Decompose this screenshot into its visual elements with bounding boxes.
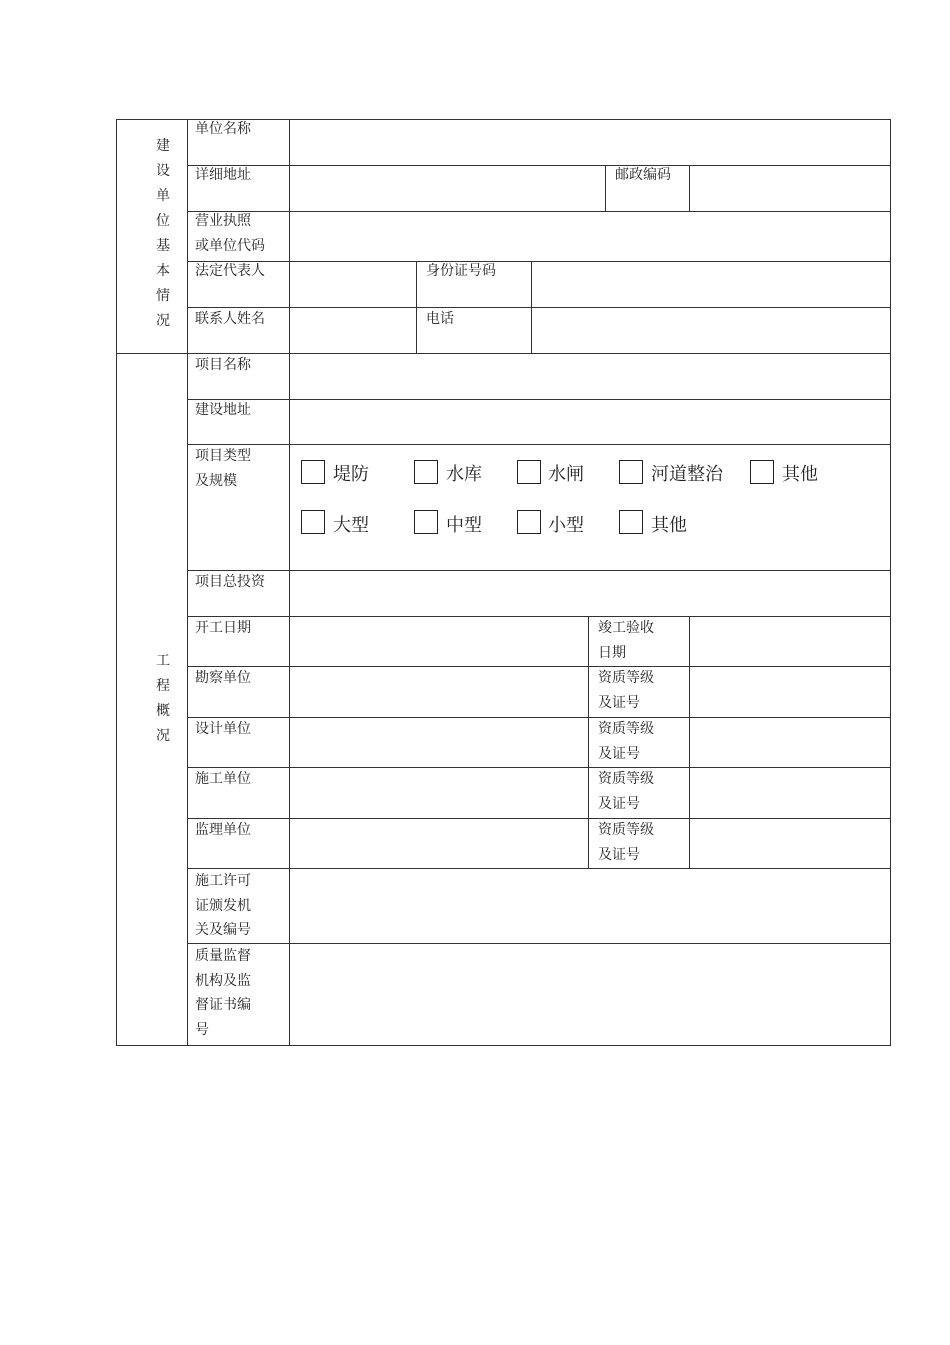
divider (187, 717, 890, 718)
project-name-label: 项目名称 (195, 357, 251, 373)
postal-code-label: 邮政编码 (615, 167, 671, 183)
design-qualification-label: 资质等级 及证号 (598, 721, 654, 762)
supervision-unit-label: 监理单位 (195, 822, 251, 838)
address-label: 详细地址 (195, 167, 251, 183)
permit-label: 施工许可 证颁发机 关及编号 (195, 873, 251, 938)
divider (531, 261, 532, 353)
type-sluice-checkbox[interactable] (517, 460, 541, 484)
survey-unit-label: 勘察单位 (195, 670, 251, 686)
build-address-label: 建设地址 (195, 402, 251, 418)
scale-small-label: 小型 (548, 515, 584, 536)
unit-name-label: 单位名称 (195, 121, 251, 137)
scale-medium-label: 中型 (446, 515, 482, 536)
type-dike-checkbox[interactable] (301, 460, 325, 484)
type-sluice-label: 水闸 (548, 464, 584, 485)
completion-date-label: 竣工验收 日期 (598, 620, 654, 661)
type-reservoir-checkbox[interactable] (414, 460, 438, 484)
type-river-checkbox[interactable] (619, 460, 643, 484)
divider (187, 119, 188, 1046)
supervision-qualification-label: 资质等级 及证号 (598, 822, 654, 863)
divider (588, 616, 589, 868)
divider (187, 666, 890, 667)
type-other-label: 其他 (782, 464, 818, 485)
construction-qualification-label: 资质等级 及证号 (598, 771, 654, 812)
scale-large-label: 大型 (333, 515, 369, 536)
legal-rep-label: 法定代表人 (195, 263, 265, 279)
type-dike-label: 堤防 (333, 464, 369, 485)
divider (689, 165, 690, 211)
project-type-label: 项目类型 及规模 (195, 448, 251, 489)
divider (416, 261, 417, 353)
divider (187, 444, 890, 445)
section2-title: 工程概况 (156, 653, 170, 744)
divider (187, 868, 890, 869)
type-river-label: 河道整治 (651, 464, 723, 485)
survey-qualification-label: 资质等级 及证号 (598, 670, 654, 711)
section1-title: 建设单位基本情况 (156, 138, 170, 329)
divider (187, 307, 890, 308)
divider (187, 165, 890, 166)
license-label: 营业执照 或单位代码 (195, 213, 265, 254)
divider (187, 261, 890, 262)
contact-label: 联系人姓名 (195, 311, 265, 327)
divider (289, 119, 290, 1046)
divider (187, 399, 890, 400)
scale-medium-checkbox[interactable] (414, 510, 438, 534)
total-investment-label: 项目总投资 (195, 574, 265, 590)
design-unit-label: 设计单位 (195, 721, 251, 737)
scale-small-checkbox[interactable] (517, 510, 541, 534)
divider (689, 616, 690, 868)
id-number-label: 身份证号码 (426, 263, 496, 279)
quality-supervision-label: 质量监督 机构及监 督证书编 号 (195, 948, 251, 1038)
divider (187, 616, 890, 617)
divider (187, 767, 890, 768)
type-other-checkbox[interactable] (750, 460, 774, 484)
divider (187, 570, 890, 571)
scale-large-checkbox[interactable] (301, 510, 325, 534)
phone-label: 电话 (426, 311, 454, 327)
type-reservoir-label: 水库 (446, 464, 482, 485)
construction-unit-label: 施工单位 (195, 771, 251, 787)
start-date-label: 开工日期 (195, 620, 251, 636)
scale-other-label: 其他 (651, 515, 687, 536)
divider (605, 165, 606, 211)
divider (187, 943, 890, 944)
divider (187, 818, 890, 819)
divider (187, 211, 890, 212)
scale-other-checkbox[interactable] (619, 510, 643, 534)
